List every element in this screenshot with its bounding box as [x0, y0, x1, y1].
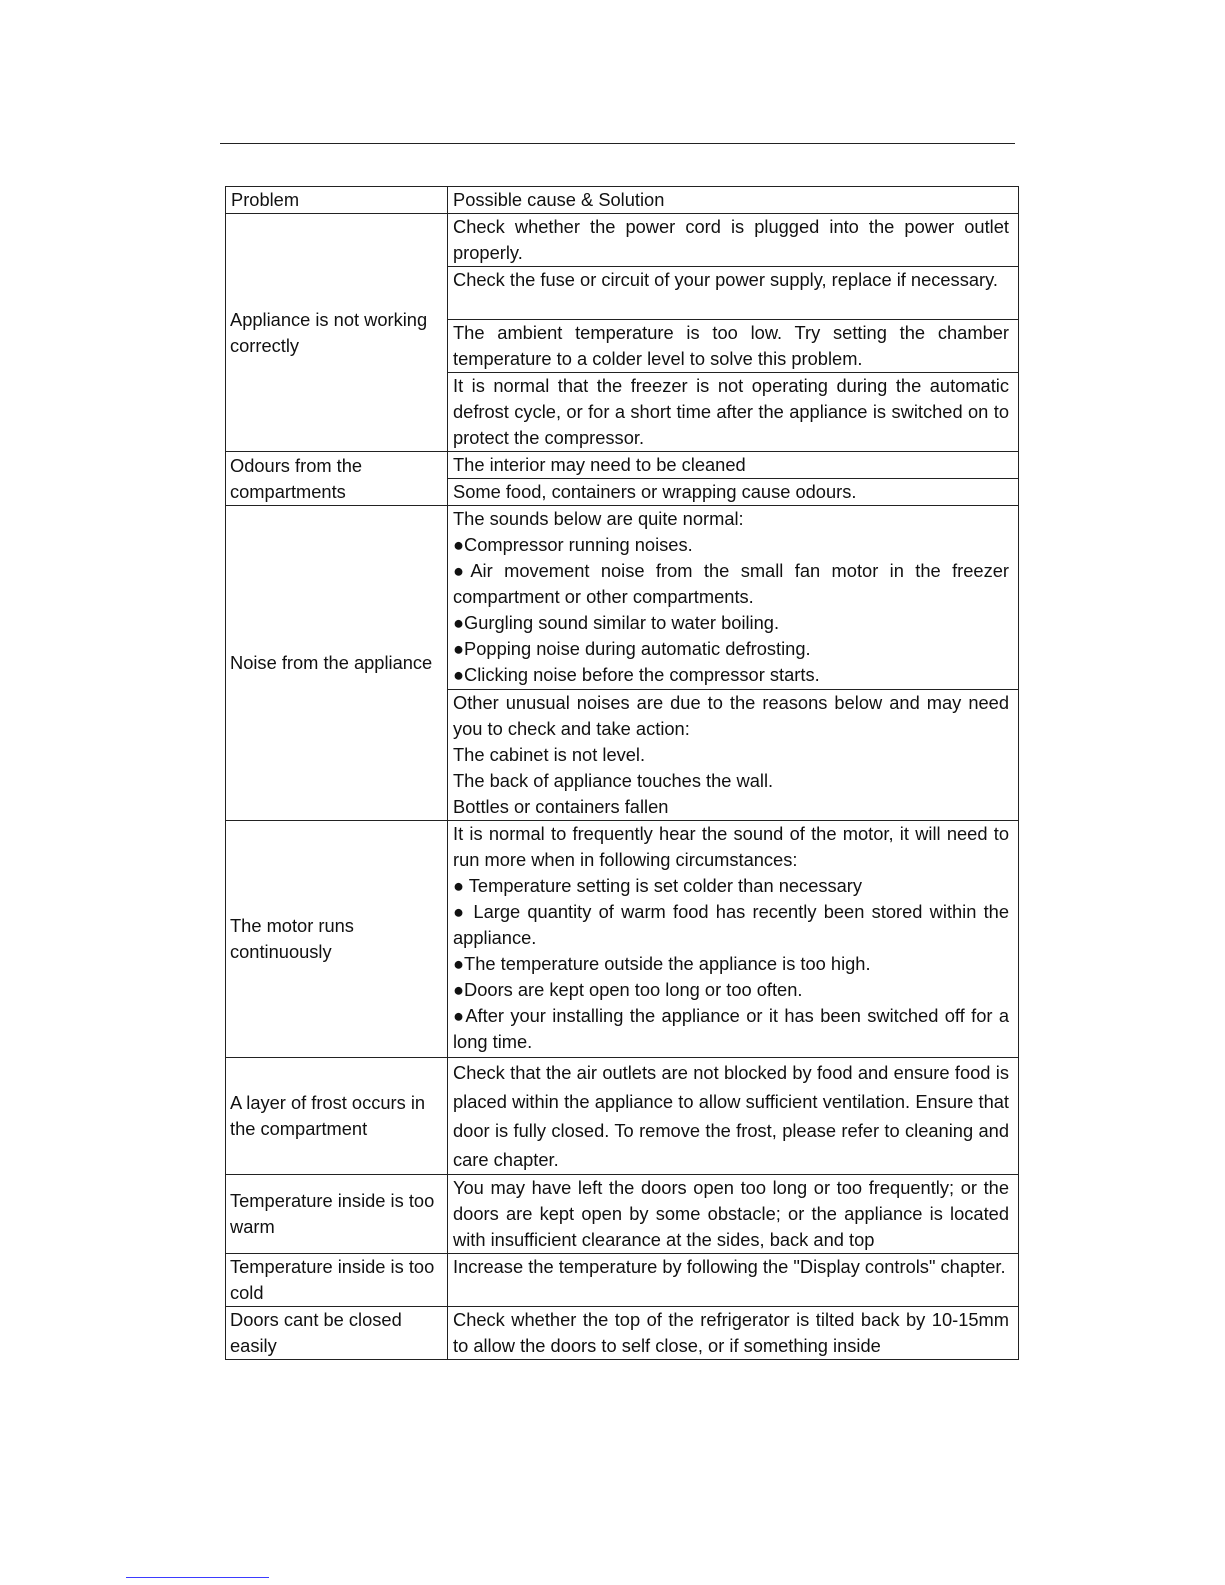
- solution-line: ●Gurgling sound similar to water boiling.: [453, 612, 780, 633]
- solution-line: The cabinet is not level.: [453, 744, 646, 765]
- header-solution: Possible cause & Solution: [448, 187, 1019, 214]
- solution-line: ● Large quantity of warm food has recently been stored within the appliance.: [453, 901, 1009, 948]
- troubleshooting-table: [225, 186, 1019, 1360]
- solution-line: ●After your installing the appliance or it has been switched off for a long time.: [453, 1005, 1009, 1052]
- problem-cell: Temperature inside is too warm: [226, 1175, 448, 1254]
- problem-cell: Noise from the appliance: [226, 506, 448, 821]
- solution-line: Other unusual noises are due to the reasons below and may need you to check and take action:: [453, 692, 1009, 739]
- solution-cell: The ambient temperature is too low. Try setting the chamber temperature to a colder level to solve this problem.: [448, 320, 1019, 373]
- solution-line: ●Compressor running noises.: [453, 534, 693, 555]
- table-row: [226, 821, 1019, 1058]
- problem-cell: The motor runs continuously: [226, 821, 448, 1058]
- footer-link-underline: [126, 1577, 269, 1578]
- solution-cell: [448, 821, 1019, 1058]
- table-row: [226, 452, 1019, 479]
- problem-cell: A layer of frost occurs in the compartment: [226, 1058, 448, 1175]
- problem-cell: Doors cant be closed easily: [226, 1307, 448, 1360]
- solution-cell: It is normal that the freezer is not operating during the automatic defrost cycle, or for a short time after the appliance is switched on to protect the compressor.: [448, 373, 1019, 452]
- solution-line: It is normal to frequently hear the sound of the motor, it will need to run more when in following circumstances:: [453, 823, 1009, 870]
- solution-line: ● Temperature setting is set colder than necessary: [453, 875, 863, 896]
- solution-line: ●Air movement noise from the small fan motor in the freezer compartment or other compartments.: [453, 560, 1009, 607]
- header-problem: Problem: [226, 187, 448, 214]
- table-header-row: [226, 187, 1019, 214]
- solution-line: ●The temperature outside the appliance is too high.: [453, 953, 871, 974]
- problem-cell: Temperature inside is too cold: [226, 1254, 448, 1307]
- solution-cell: Some food, containers or wrapping cause odours.: [448, 479, 1019, 506]
- solution-line: ●Doors are kept open too long or too often.: [453, 979, 803, 1000]
- solution-cell: [448, 506, 1019, 690]
- table-row: [226, 506, 1019, 690]
- solution-line: ●Popping noise during automatic defrosting.: [453, 638, 811, 659]
- solution-cell: You may have left the doors open too long or too frequently; or the doors are kept open by some obstacle; or the appliance is located with insufficient clearance at the sides, back and top: [448, 1175, 1019, 1254]
- solution-cell: Check the fuse or circuit of your power supply, replace if necessary.: [448, 267, 1019, 320]
- solution-cell: Increase the temperature by following the "Display controls" chapter.: [448, 1254, 1019, 1307]
- solution-cell: The interior may need to be cleaned: [448, 452, 1019, 479]
- solution-line: ●Clicking noise before the compressor starts.: [453, 664, 820, 685]
- problem-cell: Appliance is not working correctly: [226, 214, 448, 452]
- table-row: [226, 1254, 1019, 1307]
- solution-cell: [448, 690, 1019, 821]
- solution-line: The back of appliance touches the wall.: [453, 770, 774, 791]
- table-row: [226, 1307, 1019, 1360]
- header-rule: [220, 143, 1015, 144]
- solution-cell: Check whether the top of the refrigerator is tilted back by 10-15mm to allow the doors to self close, or if something inside: [448, 1307, 1019, 1360]
- problem-cell: Odours from the compartments: [226, 452, 448, 506]
- table-row: [226, 1175, 1019, 1254]
- solution-line: The sounds below are quite normal:: [453, 508, 744, 529]
- table-row: [226, 1058, 1019, 1175]
- solution-cell: Check whether the power cord is plugged into the power outlet properly.: [448, 214, 1019, 267]
- table-row: [226, 214, 1019, 267]
- solution-cell: Check that the air outlets are not blocked by food and ensure food is placed within the appliance to allow sufficient ventilation. Ensure that door is fully closed. To remove the frost, please refer to cleaning and care chapter.: [448, 1058, 1019, 1175]
- solution-line: Bottles or containers fallen: [453, 796, 669, 817]
